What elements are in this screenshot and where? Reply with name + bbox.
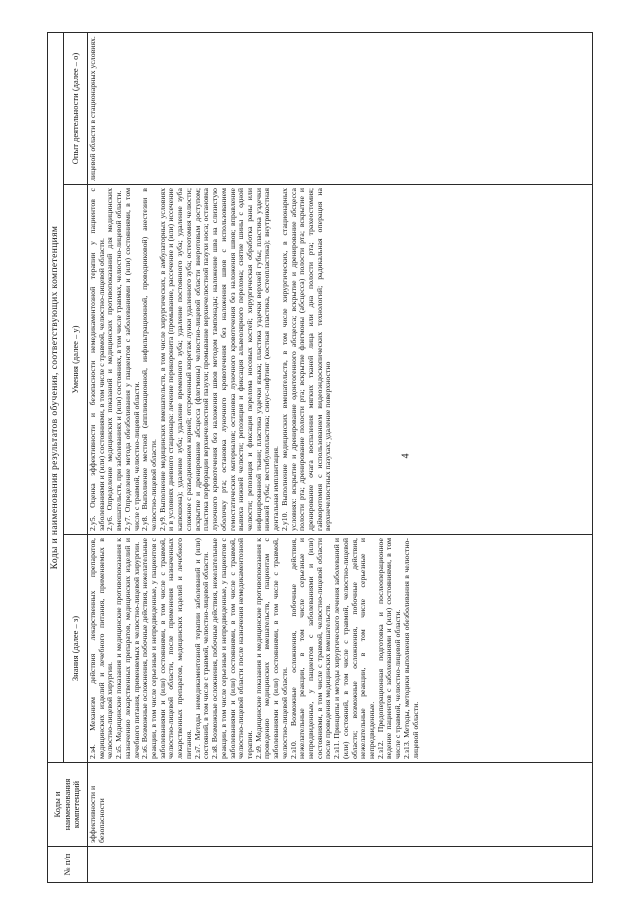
page-number: 4: [400, 453, 412, 459]
skill-item: 2.у7. Определение метода обезболивания у пациентов с заболеваниями и (или) состояниями, в том числе с травмой, челюстно-лицевой области.: [122, 188, 141, 531]
knowledge-item: 2.з4. Механизм действия лекарственных препаратов, медицинских изделий и лечебного питания, применяемых в челюстно-лицевой хирургии.: [88, 538, 115, 759]
skills-cell: [88, 185, 593, 535]
knowledge-item: 2.з12. Предоперационная подготовка и послеоперационное ведение пациентов с заболеваниями и (или) состояниями, в том числе с травмой, челюстно-лицевой области.: [375, 538, 403, 759]
knowledge-item: 2.з9. Медицинские показания и медицинские противопоказания к проведению медицинских вмешательств, пациентам с заболеваниями и (или) состояниями, в том числе с травмой, челюстно-лицевой области.: [253, 538, 289, 759]
skill-item: 2.у6. Определение медицинских показаний и медицинских противопоказаний для медицинских вмешательств, при заболеваниях и (или) состояниях, в том числе травмах, челюстно-лицевой области.: [105, 188, 124, 531]
experience-cell: лицевой области в стационарных условиях.: [88, 33, 593, 185]
knowledge-item: 2.з8. Возможные осложнения, побочные действия, нежелательные реакции, в том числе серьезные и непредвиденные, у пациентов с заболеваниями и (или) состояниями, в том числе с травмой, челюстно-лицевой области после назначения немедикаментозной терапии.: [210, 538, 254, 759]
header-number: № п/п: [48, 847, 88, 883]
header-experience: Опыт деятельности (далее – о): [64, 33, 88, 185]
knowledge-item: 2.з7. Методы немедикаментозной терапии заболеваний и (или) состояний, в том числе с травмой, челюстно-лицевой области.: [192, 538, 211, 759]
knowledge-item: 2.з6. Возможные осложнения, побочные действия, нежелательные реакции, в том числе серьезные и непредвиденные, у пациентов с заболеваниями и (или) состояниями, в том числе с травмой, челюстно-лицевой области, после применения назначенных лекарственных препаратов, медицинских изделий и лечебного питания.: [140, 538, 193, 759]
knowledge-cell: [88, 535, 593, 763]
skill-item: 2.у8. Выполнение местной (аппликационной, инфильтрационной, проводниковой) анестезии в челюстно-лицевой области.: [140, 188, 159, 531]
header-knowledge: Знания (далее – з): [64, 535, 88, 763]
knowledge-item: 2.з13. Методы, методики выполнения обезболивания в челюстно-лицевой области.: [401, 538, 420, 759]
header-competency-codes: Коды и наименования компетенций: [48, 763, 88, 847]
header-learning-results: Коды и наименования результатов обучения, соответствующих компетенциям: [48, 33, 64, 763]
knowledge-item: 2.з10. Возможные осложнения, побочные действия, нежелательные реакции, в том числе серьезные и непредвиденные, у пациентов с заболеваниями и (или) состояниями, в том числе с травмой, челюстно-лицевой области после проведения медицинских вмешательств.: [288, 538, 333, 759]
skill-item: 2.у9. Выполнение медицинских вмешательств, в том числе хирургических, в амбулаторных условиях и в условиях дневного стационара: лечение перикоронита (промывание, рассечение и (или) иссечение капюшона); удаление зуба; удаление временного зуба; удаление постоянного зуба; удаление зуба сложное с разъединением корней; отсроченный кюретаж лунки удаленного зуба; остеотомия челюсти; вскрытие и дренирование абсцесса (флегмоны) челюстно-лицевой области внеротовым доступом; пластика перфорации верхнечелюстной пазухи; промывание верхнечелюстной пазухи носа; остановка луночного кровотечения без наложения швов методом тампонады; наложение шва на слизистую оболочку рта; остановка луночного кровотечения без наложения швов с использованием гемостатических материалов; остановка луночного кровотечения без наложения швов; вправление вывиха нижней челюсти; репозиция и фиксация альвеолярного перелома; снятие шины с одной челюсти; репозиция и фиксация перелома носовых костей; хирургическая обработка раны или инфицированной ткани; пластика уздечки языка; пластика уздечки верхней губы; пластика уздечки нижней губы; вестибулопластика; синус-лифтинг (костная пластика, остеопластика); внутрикостная дентальная имплантация.: [157, 188, 281, 531]
knowledge-item: 2.з5. Медицинские показания и медицинские противопоказания к назначению лекарственных препаратов, медицинских изделий и лечебного питания, применяемых в челюстно-лицевой хирургии.: [114, 538, 141, 759]
row-number: [88, 847, 593, 883]
knowledge-item: 2.з11. Принципы и методы хирургического лечения заболеваний и (или) состояний, в том числе с травмой, челюстно-лицевой области; возможные осложнения, побочные действия, нежелательные реакции, в том числе серьезные и непредвиденные.: [332, 538, 376, 759]
skill-item: 2.у5. Оценка эффективности и безопасности немедикаментозной терапии у пациентов с заболеваниями и (или) состояниями, в том числе с травмой, челюстно-лицевой области.: [88, 188, 106, 531]
header-skills: Умения (далее – у): [64, 185, 88, 535]
competency-table: [47, 32, 593, 883]
rotated-page-content: [47, 33, 593, 883]
skill-item: 2.у10. Выполнение медицинских вмешательств, в том числе хирургических, в стационарных условиях: вскрытие и дренирование одонтогенного абсцесса; вскрытие и дренирование абсцесса полости рта; дренирование полости рта; вскрытие флегмоны (абсцесса) полости рта; вскрытие и дренирование очага воспаления мягких тканей лица или дна полости рта; трахеостомия; гайморотомия с использованием видеоэндоскопических технологий; радикальная операция на верхнечелюстных пазухах; удаление поверхностно: [279, 188, 333, 531]
competency-cell: эффективности и безопасности: [88, 763, 593, 847]
